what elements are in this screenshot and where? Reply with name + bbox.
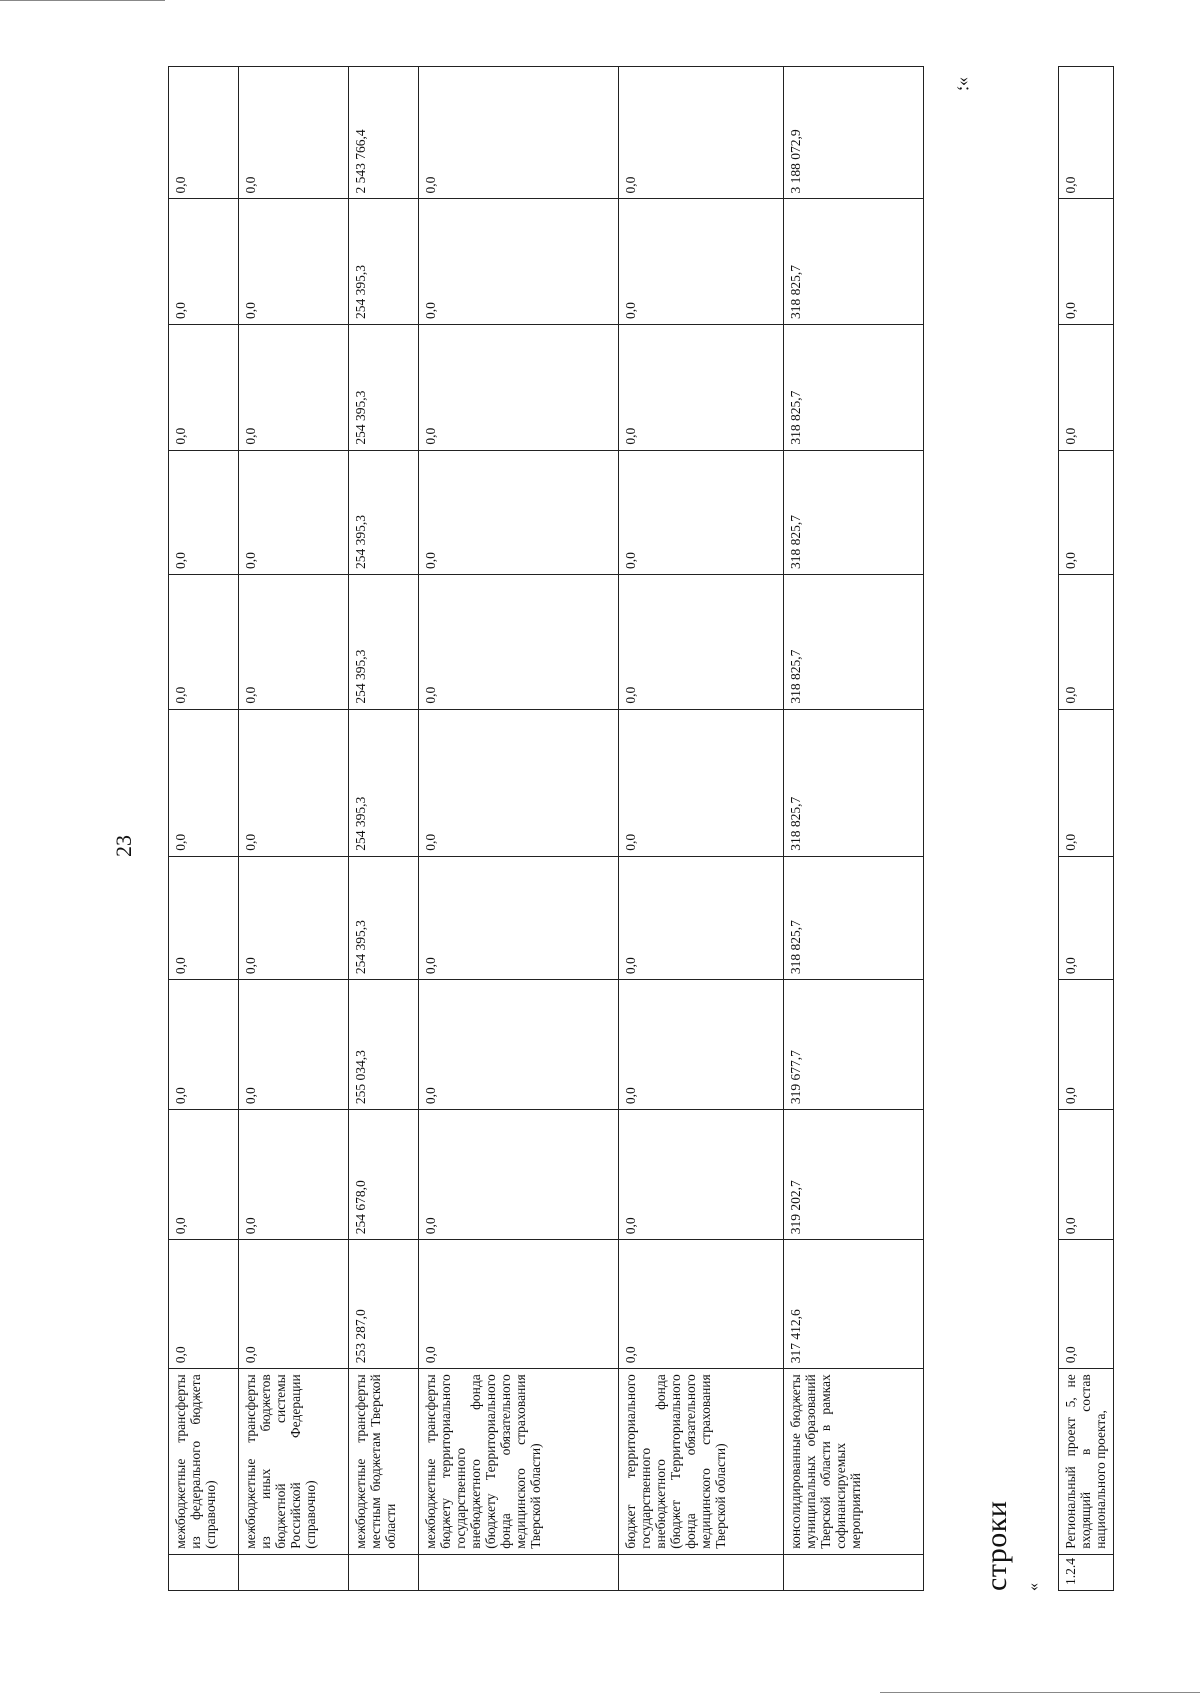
value-cell: 0,0 bbox=[1059, 67, 1114, 199]
regional-project-row bbox=[1059, 67, 1114, 1591]
row-label: Региональный проект 5, не входящий в состав национального проекта, bbox=[1059, 1369, 1114, 1555]
row-label: межбюджетные трансферты из федерального бюджета (справочно) bbox=[169, 1369, 239, 1555]
table-row bbox=[419, 67, 619, 1591]
value-cell: 0,0 bbox=[419, 709, 619, 856]
row-label: межбюджетные трансферты из иных бюджетов бюджетной системы Российской Федерации (справочно) bbox=[239, 1369, 349, 1555]
value-cell: 0,0 bbox=[419, 450, 619, 574]
value-cell: 0,0 bbox=[169, 980, 239, 1110]
row-label: консолидированные бюджеты муниципальных образований Тверской области в рамках софинансируемых мероприятий bbox=[784, 1369, 924, 1555]
row-label: межбюджетные трансферты местным бюджетам Тверской области bbox=[349, 1369, 419, 1555]
value-cell: 2 543 766,4 bbox=[349, 67, 419, 199]
value-cell: 0,0 bbox=[239, 709, 349, 856]
value-cell: 318 825,7 bbox=[784, 709, 924, 856]
row-code bbox=[619, 1554, 784, 1590]
value-cell: 0,0 bbox=[619, 575, 784, 710]
value-cell: 0,0 bbox=[419, 1240, 619, 1369]
row-code bbox=[419, 1554, 619, 1590]
row-code: 1.2.4 bbox=[1059, 1554, 1114, 1590]
financing-table-body bbox=[169, 67, 924, 1591]
value-cell: 0,0 bbox=[1059, 450, 1114, 574]
value-cell: 254 395,3 bbox=[349, 575, 419, 710]
value-cell: 0,0 bbox=[419, 325, 619, 451]
value-cell: 0,0 bbox=[1059, 856, 1114, 979]
value-cell: 0,0 bbox=[239, 980, 349, 1110]
value-cell: 0,0 bbox=[239, 450, 349, 574]
regional-project-table bbox=[1058, 66, 1114, 1591]
closing-quote: »; bbox=[956, 76, 976, 91]
value-cell: 254 395,3 bbox=[349, 450, 419, 574]
value-cell: 318 825,7 bbox=[784, 856, 924, 979]
value-cell: 254 395,3 bbox=[349, 325, 419, 451]
table-row bbox=[784, 67, 924, 1591]
value-cell: 319 677,7 bbox=[784, 980, 924, 1110]
table-row bbox=[349, 67, 419, 1591]
value-cell: 0,0 bbox=[169, 450, 239, 574]
value-cell: 0,0 bbox=[239, 325, 349, 451]
row-label: межбюджетные трансферты бюджету территориального государственного внебюджетного фонда (бюджету Территориального фонда обязательного медицинского страхования Тверской области) bbox=[419, 1369, 619, 1555]
row-label: бюджет территориального государственного внебюджетного фонда (бюджет Территориального фонда обязательного медицинского страхования Тверской области) bbox=[619, 1369, 784, 1555]
value-cell: 0,0 bbox=[1059, 1240, 1114, 1369]
page-number: 23 bbox=[111, 835, 136, 857]
value-cell: 318 825,7 bbox=[784, 450, 924, 574]
value-cell: 0,0 bbox=[619, 1240, 784, 1369]
value-cell: 0,0 bbox=[1059, 709, 1114, 856]
table-row bbox=[619, 67, 784, 1591]
value-cell: 318 825,7 bbox=[784, 199, 924, 325]
value-cell: 0,0 bbox=[169, 709, 239, 856]
row-code bbox=[349, 1554, 419, 1590]
value-cell: 0,0 bbox=[169, 325, 239, 451]
value-cell: 254 678,0 bbox=[349, 1110, 419, 1240]
row-code bbox=[239, 1554, 349, 1590]
row-code bbox=[784, 1554, 924, 1590]
financing-table bbox=[168, 66, 924, 1591]
value-cell: 253 287,0 bbox=[349, 1240, 419, 1369]
value-cell: 0,0 bbox=[619, 1110, 784, 1240]
value-cell: 0,0 bbox=[619, 709, 784, 856]
value-cell: 0,0 bbox=[1059, 325, 1114, 451]
value-cell: 0,0 bbox=[619, 450, 784, 574]
value-cell: 255 034,3 bbox=[349, 980, 419, 1110]
value-cell: 0,0 bbox=[169, 1240, 239, 1369]
value-cell: 0,0 bbox=[239, 67, 349, 199]
value-cell: 0,0 bbox=[239, 199, 349, 325]
value-cell: 0,0 bbox=[419, 575, 619, 710]
value-cell: 0,0 bbox=[1059, 575, 1114, 710]
value-cell: 0,0 bbox=[239, 856, 349, 979]
value-cell: 3 188 072,9 bbox=[784, 67, 924, 199]
value-cell: 0,0 bbox=[619, 856, 784, 979]
value-cell: 0,0 bbox=[169, 199, 239, 325]
value-cell: 0,0 bbox=[1059, 980, 1114, 1110]
value-cell: 0,0 bbox=[169, 856, 239, 979]
opening-quote: « bbox=[1025, 1583, 1042, 1591]
value-cell: 254 395,3 bbox=[349, 199, 419, 325]
value-cell: 0,0 bbox=[169, 1110, 239, 1240]
value-cell: 0,0 bbox=[169, 67, 239, 199]
value-cell: 254 395,3 bbox=[349, 856, 419, 979]
value-cell: 0,0 bbox=[419, 980, 619, 1110]
value-cell: 0,0 bbox=[619, 67, 784, 199]
continuation-label: строки bbox=[980, 1500, 1013, 1591]
value-cell: 0,0 bbox=[419, 1110, 619, 1240]
value-cell: 0,0 bbox=[239, 1110, 349, 1240]
value-cell: 0,0 bbox=[239, 1240, 349, 1369]
value-cell: 318 825,7 bbox=[784, 325, 924, 451]
value-cell: 0,0 bbox=[239, 575, 349, 710]
value-cell: 0,0 bbox=[1059, 1110, 1114, 1240]
value-cell: 0,0 bbox=[619, 980, 784, 1110]
value-cell: 0,0 bbox=[419, 856, 619, 979]
value-cell: 254 395,3 bbox=[349, 709, 419, 856]
value-cell: 319 202,7 bbox=[784, 1110, 924, 1240]
value-cell: 317 412,6 bbox=[784, 1240, 924, 1369]
value-cell: 318 825,7 bbox=[784, 575, 924, 710]
value-cell: 0,0 bbox=[419, 67, 619, 199]
value-cell: 0,0 bbox=[419, 199, 619, 325]
value-cell: 0,0 bbox=[1059, 199, 1114, 325]
value-cell: 0,0 bbox=[619, 199, 784, 325]
table-row bbox=[169, 67, 239, 1591]
table-row bbox=[239, 67, 349, 1591]
row-code bbox=[169, 1554, 239, 1590]
value-cell: 0,0 bbox=[619, 325, 784, 451]
value-cell: 0,0 bbox=[169, 575, 239, 710]
